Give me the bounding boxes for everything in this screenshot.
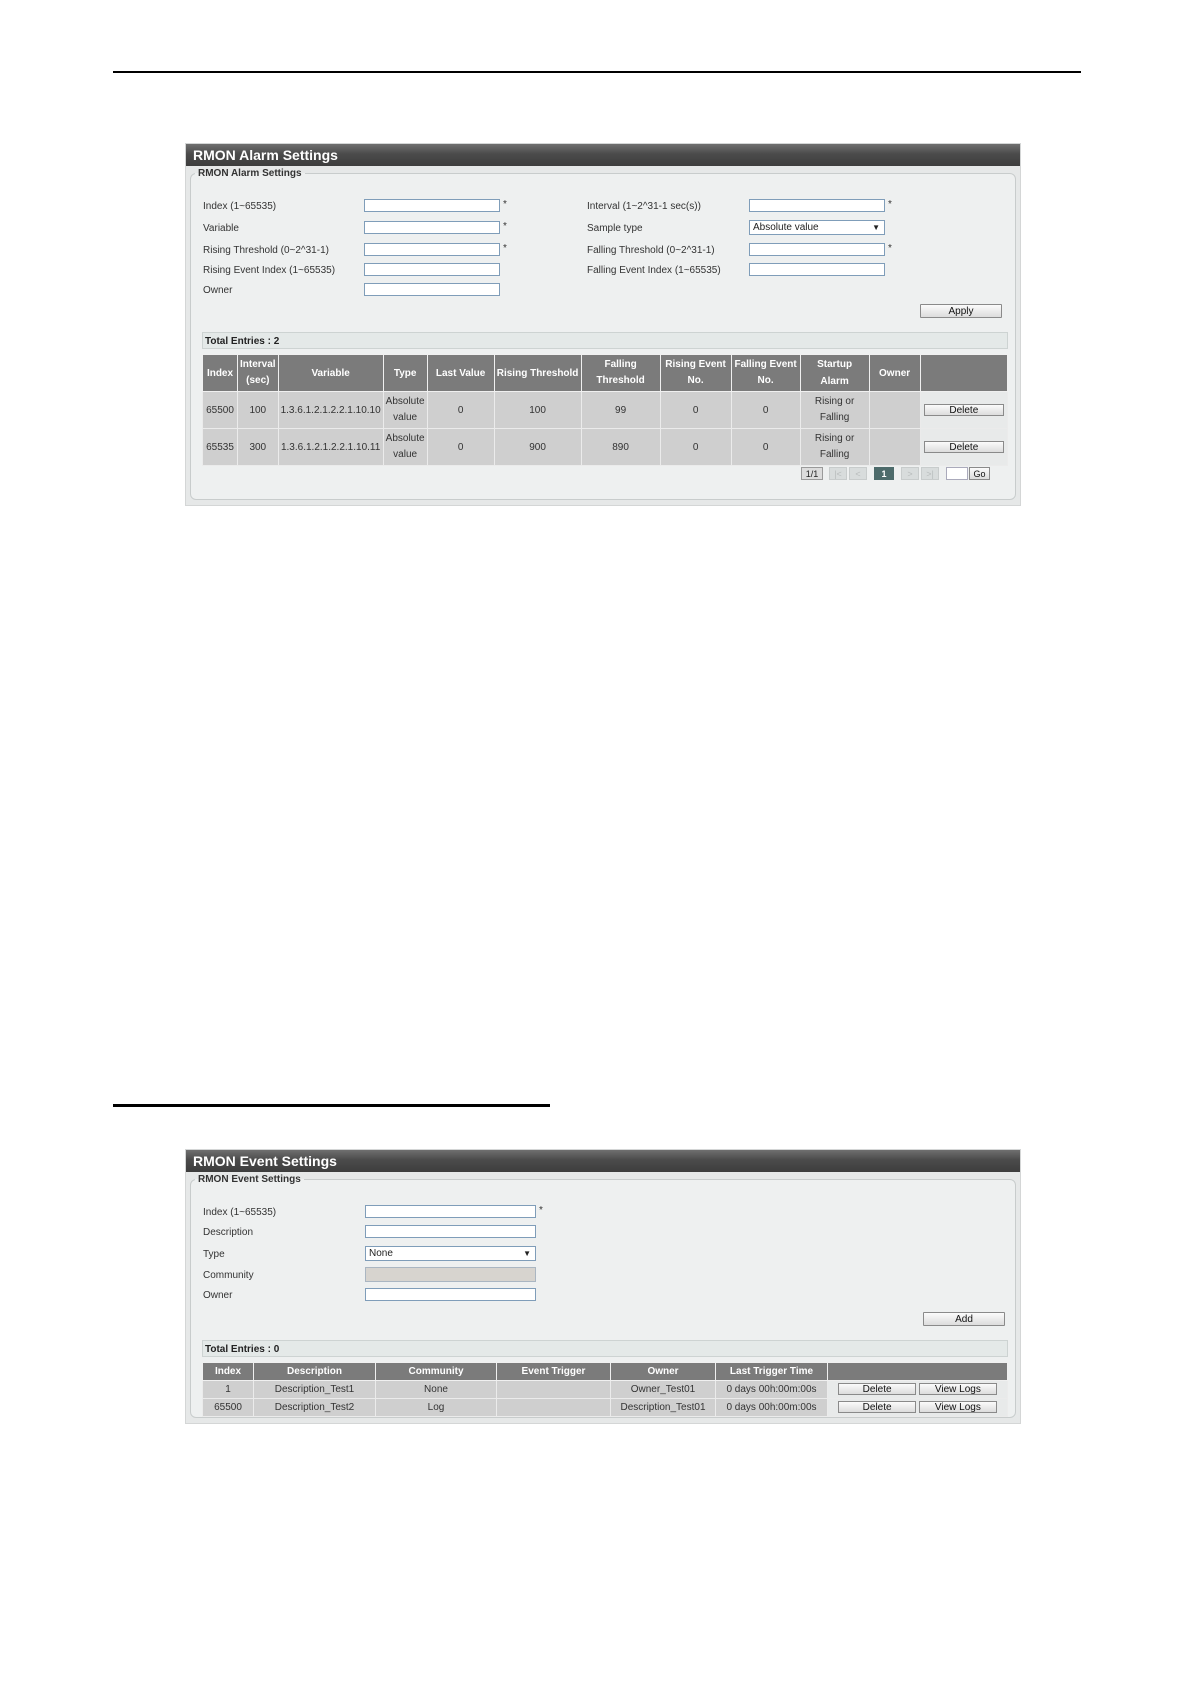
cell-type: Absolute value [383,392,427,429]
view-logs-button[interactable]: View Logs [919,1383,997,1395]
rising-threshold-label: Rising Threshold (0~2^31-1) [203,245,329,256]
col-interval: Interval (sec) [238,355,279,392]
cell-actions [920,392,1007,429]
rising-event-index-input[interactable] [364,263,500,276]
col-owner: Owner [869,355,920,392]
rmon-event-panel [185,1149,1021,1424]
owner-label: Owner [203,285,233,296]
variable-label: Variable [203,223,239,234]
cell-interval: 100 [238,392,279,429]
type-label: Type [203,1249,225,1260]
cell-community: Log [376,1399,497,1417]
col-actions [920,355,1007,392]
cell-last-trigger-time: 0 days 00h:00m:00s [716,1381,828,1399]
cell-variable: 1.3.6.1.2.1.2.2.1.10.10 [278,392,383,429]
event-index-input[interactable] [365,1205,536,1218]
delete-button[interactable]: Delete [838,1401,916,1413]
go-button[interactable]: Go [969,467,990,480]
col-actions [828,1363,1008,1381]
current-page-button[interactable]: 1 [874,467,894,480]
event-index-label: Index (1~65535) [203,1207,277,1218]
event-index-required-mark: * [539,1205,543,1216]
col-index: Index [203,1363,254,1381]
col-rising-event: Rising Event No. [660,355,731,392]
cell-owner: Description_Test01 [611,1399,716,1417]
interval-input[interactable] [749,199,885,212]
index-input[interactable] [364,199,500,212]
type-value: None [369,1248,393,1259]
community-input[interactable] [365,1267,536,1282]
col-community: Community [376,1363,497,1381]
cell-owner [869,429,920,466]
cell-description: Description_Test2 [254,1399,376,1417]
delete-button[interactable]: Delete [924,404,1004,416]
cell-rising-event: 0 [660,392,731,429]
sample-type-value: Absolute value [753,222,819,233]
falling-event-index-input[interactable] [749,263,885,276]
event-table [202,1362,1008,1417]
table-row [203,392,1008,429]
cell-falling-event: 0 [731,429,800,466]
table-row [203,1381,1008,1399]
cell-last-value: 0 [427,429,494,466]
cell-type: Absolute value [383,429,427,466]
col-description: Description [254,1363,376,1381]
delete-button[interactable]: Delete [924,441,1004,453]
cell-rising-threshold: 900 [494,429,581,466]
cell-startup-alarm: Rising or Falling [800,429,869,466]
chevron-down-icon: ▼ [872,223,880,232]
col-owner: Owner [611,1363,716,1381]
cell-last-trigger-time: 0 days 00h:00m:00s [716,1399,828,1417]
col-falling-event: Falling Event No. [731,355,800,392]
description-label: Description [203,1227,254,1238]
cell-description: Description_Test1 [254,1381,376,1399]
section-divider-rule [113,1104,550,1107]
delete-button[interactable]: Delete [838,1383,916,1395]
total-entries-bar: Total Entries : 2 [202,332,1008,349]
event-owner-input[interactable] [365,1288,536,1301]
cell-falling-threshold: 890 [581,429,660,466]
view-logs-button[interactable]: View Logs [919,1401,997,1413]
sample-type-select[interactable] [749,220,885,235]
interval-label: Interval (1~2^31-1 sec(s)) [587,201,701,212]
variable-input[interactable] [364,221,500,234]
cell-startup-alarm: Rising or Falling [800,392,869,429]
apply-button[interactable]: Apply [920,304,1002,318]
first-page-button[interactable]: |< [829,467,847,480]
next-page-button[interactable]: > [901,467,919,480]
col-last-value: Last Value [427,355,494,392]
index-label: Index (1~65535) [203,201,277,212]
rising-threshold-input[interactable] [364,243,500,256]
col-falling-threshold: Falling Threshold [581,355,660,392]
falling-threshold-required-mark: * [888,243,892,254]
community-label: Community [203,1270,254,1281]
index-required-mark: * [503,199,507,210]
cell-index: 65500 [203,392,238,429]
col-event-trigger: Event Trigger [497,1363,611,1381]
chevron-down-icon: ▼ [523,1249,531,1258]
rising-event-index-label: Rising Event Index (1~65535) [203,265,336,276]
page-info: 1/1 [801,467,823,480]
cell-owner [869,392,920,429]
col-startup-alarm: Startup Alarm [800,355,869,392]
cell-index: 65500 [203,1399,254,1417]
add-button[interactable]: Add [923,1312,1005,1326]
alarm-table [202,354,1008,466]
interval-required-mark: * [888,199,892,210]
falling-threshold-label: Falling Threshold (0~2^31-1) [587,245,715,256]
cell-owner: Owner_Test01 [611,1381,716,1399]
falling-threshold-input[interactable] [749,243,885,256]
cell-rising-threshold: 100 [494,392,581,429]
table-row [203,1399,1008,1417]
cell-last-value: 0 [427,392,494,429]
cell-event-trigger [497,1381,611,1399]
rmon-alarm-panel [185,143,1021,506]
sample-type-label: Sample type [587,223,643,234]
cell-rising-event: 0 [660,429,731,466]
description-input[interactable] [365,1225,536,1238]
cell-index: 65535 [203,429,238,466]
owner-input[interactable] [364,283,500,296]
table-row [203,429,1008,466]
rmon-event-legend: RMON Event Settings [198,1174,301,1185]
type-select[interactable] [365,1246,536,1261]
col-type: Type [383,355,427,392]
rmon-alarm-header: RMON Alarm Settings [186,144,1020,166]
cell-actions [828,1381,1008,1399]
cell-falling-event: 0 [731,392,800,429]
cell-event-trigger [497,1399,611,1417]
falling-event-index-label: Falling Event Index (1~65535) [587,265,721,276]
event-total-entries-bar: Total Entries : 0 [202,1340,1008,1357]
col-variable: Variable [278,355,383,392]
page-number-input[interactable] [946,467,968,480]
col-last-trigger-time: Last Trigger Time [716,1363,828,1381]
rmon-event-header: RMON Event Settings [186,1150,1020,1172]
cell-variable: 1.3.6.1.2.1.2.2.1.10.11 [278,429,383,466]
last-page-button[interactable]: >| [921,467,939,480]
variable-required-mark: * [503,221,507,232]
rmon-alarm-legend: RMON Alarm Settings [198,168,302,179]
col-rising-threshold: Rising Threshold [494,355,581,392]
col-index: Index [203,355,238,392]
rising-threshold-required-mark: * [503,243,507,254]
cell-actions [828,1399,1008,1417]
cell-index: 1 [203,1381,254,1399]
cell-interval: 300 [238,429,279,466]
prev-page-button[interactable]: < [849,467,867,480]
cell-actions [920,429,1007,466]
cell-falling-threshold: 99 [581,392,660,429]
page-top-rule [113,71,1081,73]
event-owner-label: Owner [203,1290,233,1301]
cell-community: None [376,1381,497,1399]
